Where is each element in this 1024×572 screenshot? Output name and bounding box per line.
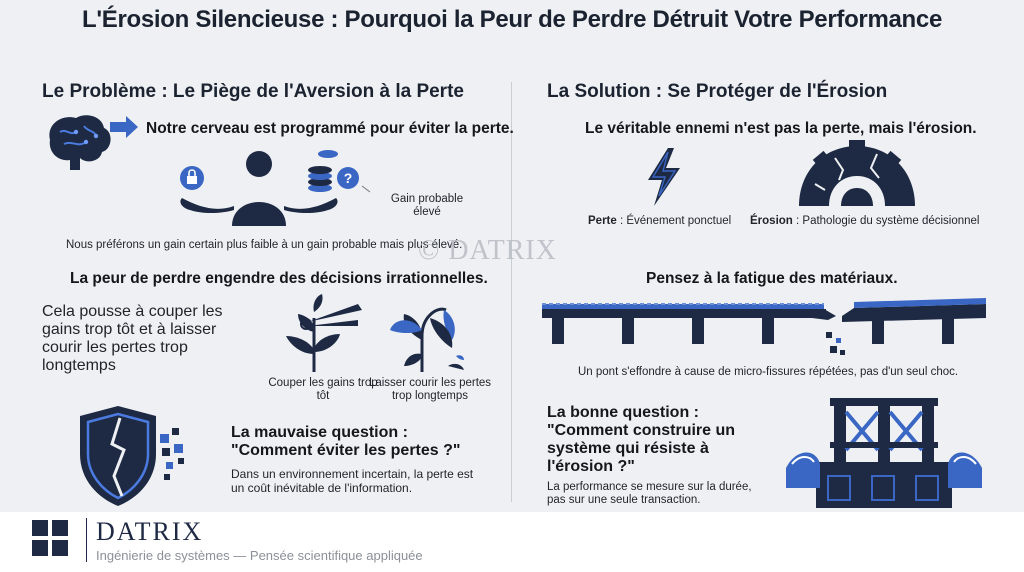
watermark: © DATRIX bbox=[418, 235, 557, 266]
footer bbox=[0, 512, 1024, 572]
cut-label: Couper les gains trop tôt bbox=[268, 377, 378, 402]
perte-term: Perte bbox=[588, 215, 617, 227]
enemy-text: Le véritable ennemi n'est pas la perte, mais l'érosion. bbox=[585, 120, 977, 137]
perte-def: : Événement ponctuel bbox=[616, 215, 732, 227]
cracked-gear-icon bbox=[795, 140, 919, 206]
fear-heading: La peur de perdre engendre des décisions irrationnelles. bbox=[70, 270, 488, 287]
preference-text: Nous préférons un gain certain plus faible à un gain probable mais plus élevé. bbox=[66, 239, 463, 251]
brand-tagline: Ingénierie de systèmes — Pensée scientifique appliquée bbox=[96, 548, 423, 563]
lightning-icon bbox=[640, 146, 686, 208]
brain-icon bbox=[40, 110, 140, 172]
wilting-plant-icon bbox=[382, 296, 472, 374]
resilient-bridge-icon bbox=[786, 398, 982, 508]
plant-shears-icon bbox=[278, 292, 368, 374]
svg-text:?: ? bbox=[343, 170, 353, 186]
cracked-shield-icon bbox=[72, 404, 192, 510]
erosion-term: Érosion bbox=[750, 215, 793, 227]
wrong-question-title: La mauvaise question : "Comment éviter les pertes ?" bbox=[231, 424, 461, 459]
perte-line bbox=[588, 215, 731, 227]
left-heading: Le Problème : Le Piège de l'Aversion à la Perte bbox=[42, 81, 464, 102]
wrong-question-text: Dans un environnement incertain, la perte est un coût inévitable de l'information. bbox=[231, 467, 474, 495]
good-question-text: La performance se mesure sur la durée, pas sur une seule transaction. bbox=[547, 481, 752, 506]
page-title: L'Érosion Silencieuse : Pourquoi la Peur de Perdre Détruit Votre Performance bbox=[81, 6, 943, 33]
brand-name: DATRIX bbox=[96, 517, 204, 546]
run-label: Laisser courir les pertes trop longtemps bbox=[368, 377, 492, 402]
erosion-line bbox=[750, 215, 979, 227]
gain-label: Gain probable élevé bbox=[390, 193, 464, 218]
good-question-title: La bonne question : "Comment construire un système qui résiste à l'érosion ?" bbox=[547, 404, 736, 475]
datrix-logo-icon bbox=[32, 520, 72, 560]
right-heading: La Solution : Se Protéger de l'Érosion bbox=[547, 81, 888, 102]
fatigue-heading: Pensez à la fatigue des matériaux. bbox=[646, 270, 898, 287]
brain-text: Notre cerveau est programmé pour éviter la perte. bbox=[146, 120, 514, 137]
erosion-def: : Pathologie du système décisionnel bbox=[792, 215, 980, 227]
footer-divider bbox=[86, 518, 87, 562]
vertical-divider bbox=[511, 82, 512, 502]
bridge-text: Un pont s'effondre à cause de micro-fissures répétées, pas d'un seul choc. bbox=[578, 366, 959, 378]
broken-bridge-icon bbox=[542, 298, 986, 360]
push-text: Cela pousse à couper les gains trop tôt et à laisser courir les pertes trop longtemps bbox=[42, 303, 223, 374]
person-balance-icon bbox=[172, 148, 372, 232]
